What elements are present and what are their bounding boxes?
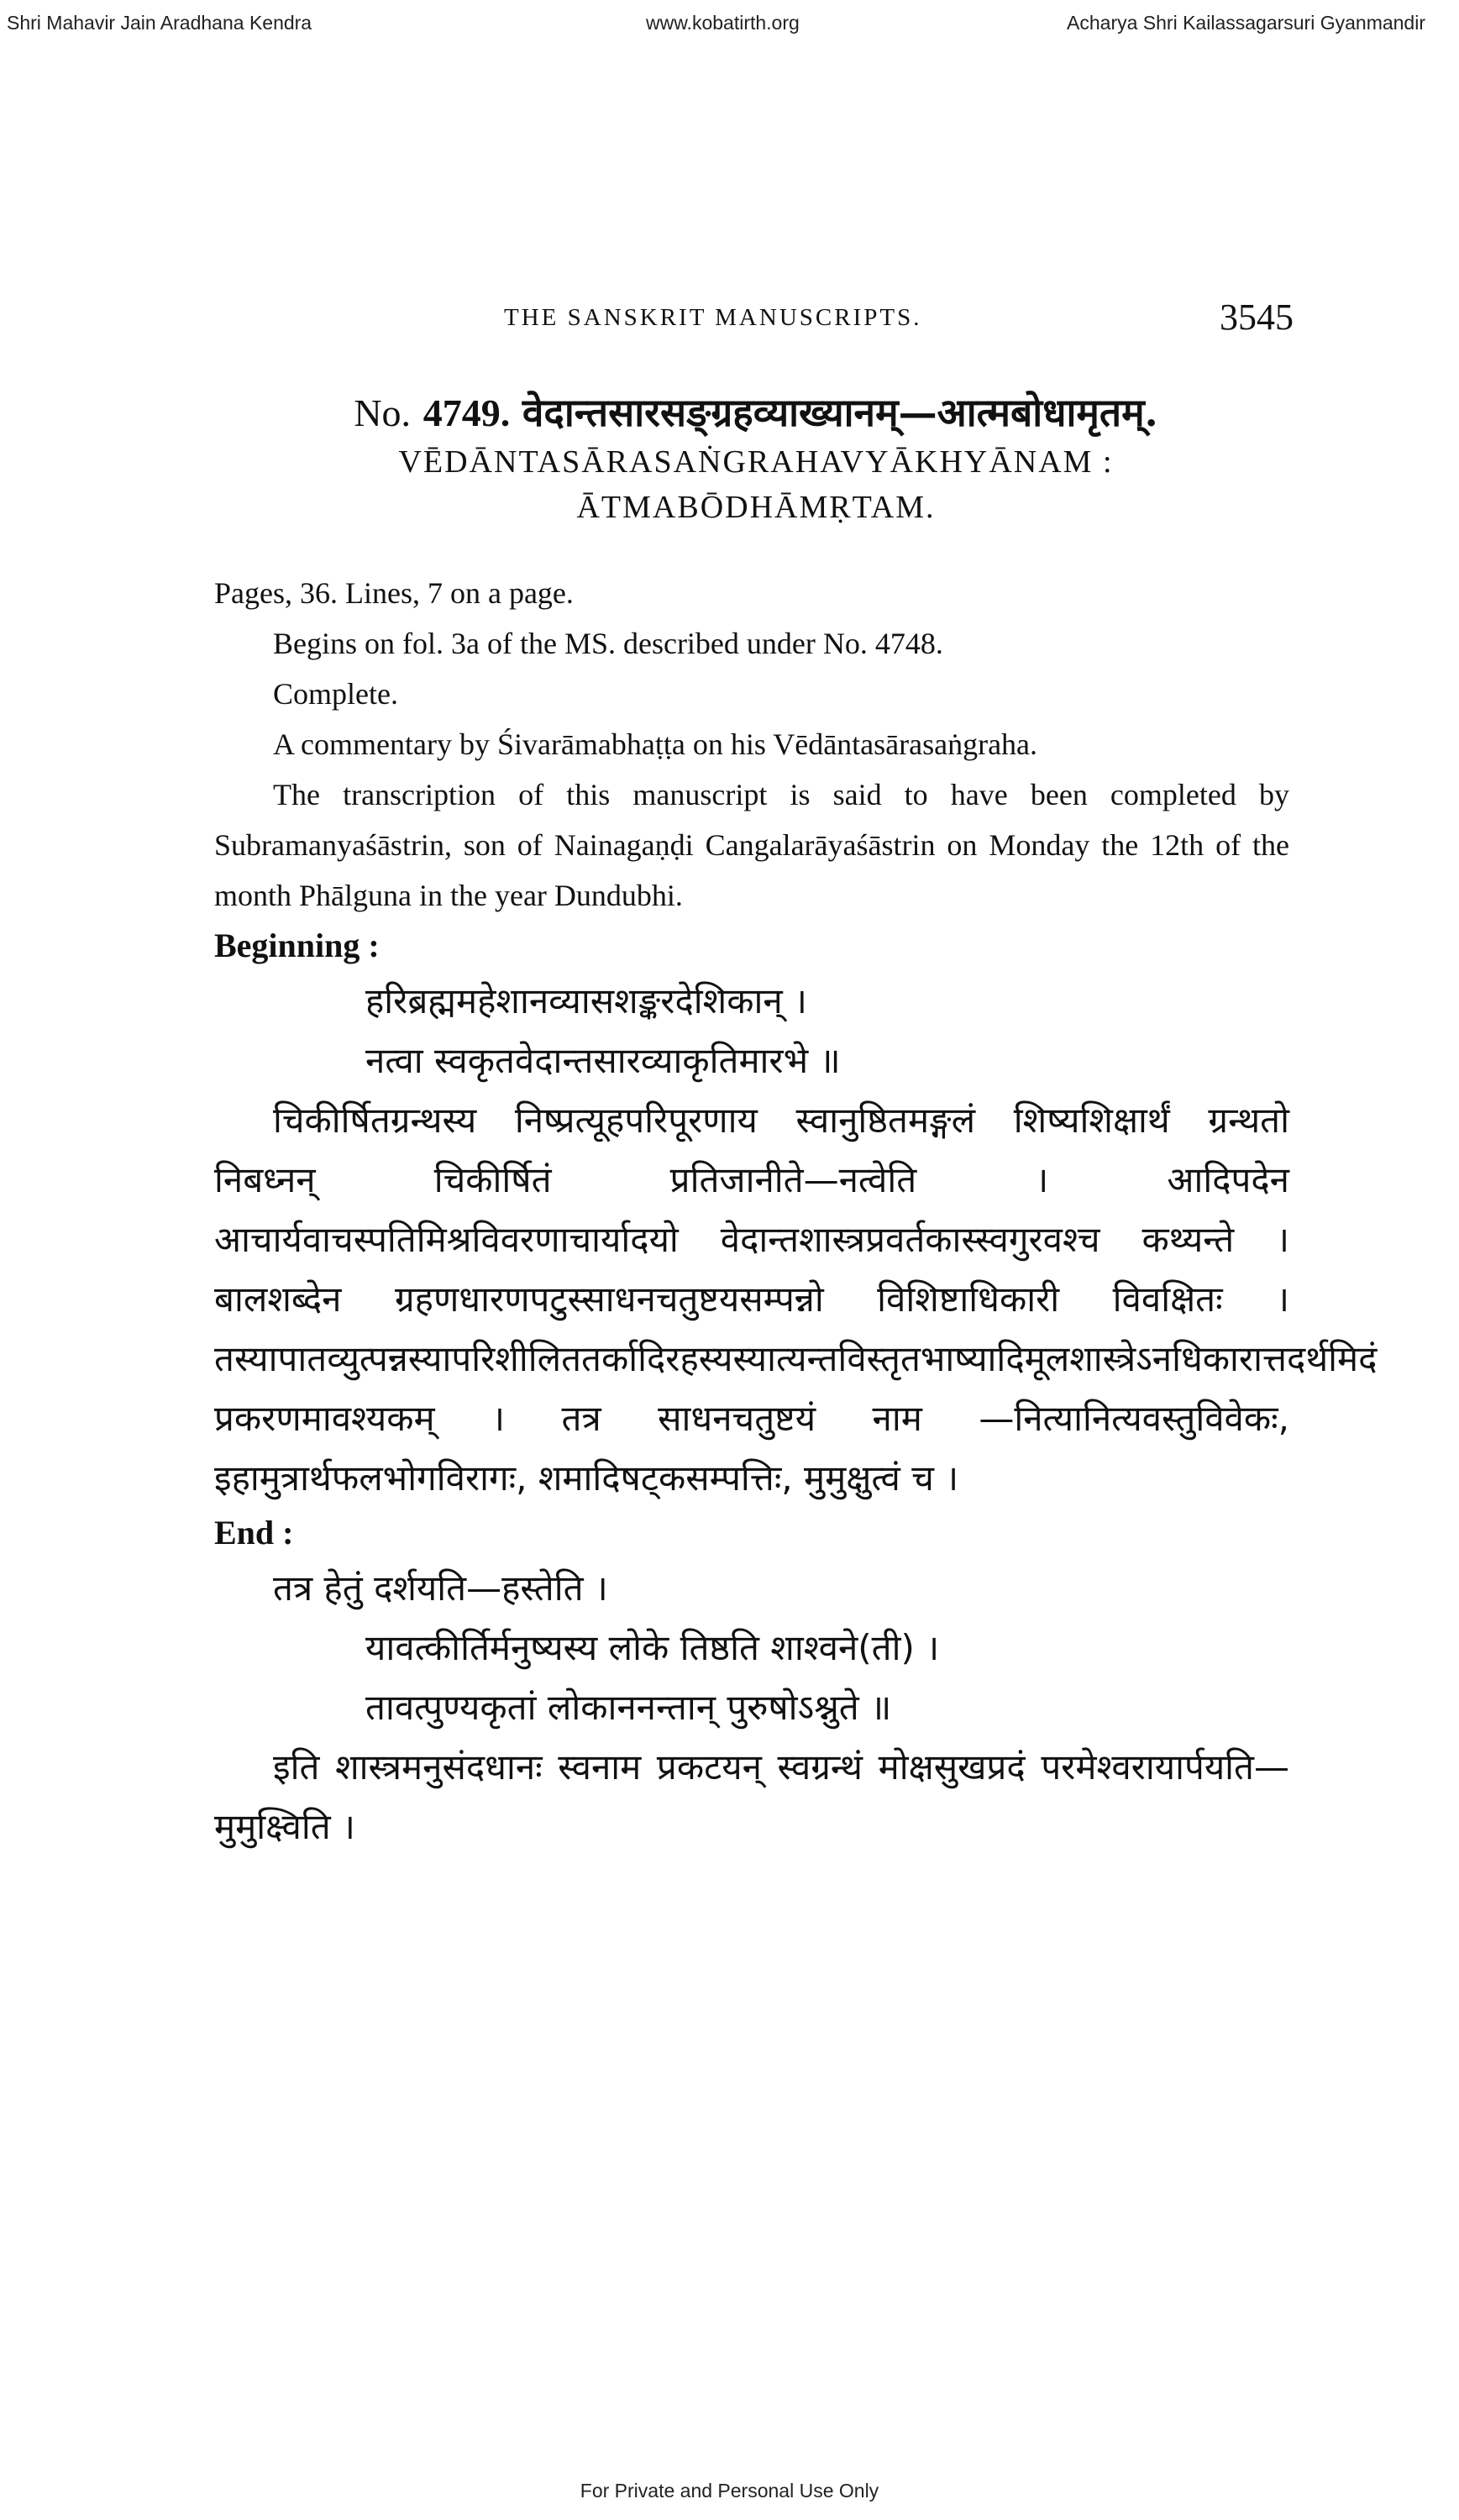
entry-transliteration-line-2: ĀTMABŌDHĀMṚTAM. xyxy=(576,490,936,525)
transcription-info: The transcription of this manuscript is said to have been completed by Subramanyaśāstrin, son of Nainagaṇḍi Cangalarāyaśāstrin on Monday the 12th of the month Phālguna in the year Dundubhi. xyxy=(214,778,1289,912)
entry-number: 4749. xyxy=(422,391,511,434)
running-head xyxy=(504,296,1294,338)
running-head-title: THE SANSKRIT MANUSCRIPTS. xyxy=(504,304,922,331)
entry-body xyxy=(214,568,1378,1856)
header-left-text: Shri Mahavir Jain Aradhana Kendra xyxy=(7,12,312,34)
header-right-text: Acharya Shri Kailassagarsuri Gyanmandir xyxy=(1067,12,1425,34)
end-verse-line-2: तावत्पुण्यकृतां लोकाननन्तान् पुरुषोऽश्नुते ॥ xyxy=(365,1687,892,1728)
begins-info: Begins on fol. 3a of the MS. described under No. 4748. xyxy=(273,627,943,660)
complete-info: Complete. xyxy=(273,677,398,711)
footer-notice: For Private and Personal Use Only xyxy=(580,2480,879,2502)
site-header-bar xyxy=(0,12,1459,45)
entry-sanskrit-title: वेदान्तसारसङ्ग्रहव्याख्यानम्—आत्मबोधामृतम्. xyxy=(522,390,1158,435)
end-prose: इति शास्त्रमनुसंदधानः स्वनाम प्रकटयन् स्वग्रन्थं मोक्षसुखप्रदं परमेश्वरायार्पयति—मुमुक्ष्विति । xyxy=(214,1746,1289,1847)
beginning-verse-line-2: नत्वा स्वकृतवेदान्तसारव्याकृतिमारभे ॥ xyxy=(365,1040,841,1081)
commentary-info: A commentary by Śivarāmabhaṭṭa on his Vēdāntasārasaṅgraha. xyxy=(273,727,1038,761)
entry-title-line xyxy=(210,386,1302,439)
entry-no-label: No. xyxy=(354,391,412,434)
entry-heading xyxy=(210,386,1302,530)
end-line-1: तत्र हेतुं दर्शयति—हस्तेति । xyxy=(273,1567,608,1609)
end-heading: End : xyxy=(214,1514,294,1551)
end-verse-line-1: यावत्कीर्तिर्मनुष्यस्य लोके तिष्ठति शाश्वने(ती) । xyxy=(365,1627,940,1668)
beginning-prose: चिकीर्षितग्रन्थस्य निष्प्रत्यूहपरिपूरणाय स्वानुष्ठितमङ्गलं शिष्यशिक्षार्थं ग्रन्थतो निबध्नन् चिकीर्षितं प्रतिजानीते—नत्वेति । आदिपदेन आचार्यवाचस्पतिमिश्रविवरणाचार्यादयो वेदान्तशास्त्रप्रवर्तकास्स्वगुरवश्च कथ्यन्ते । बालशब्देन ग्रहणधारणपटुस्साधनचतुष्टयसम्पन्नो विशिष्टाधिकारी विवक्षितः । तस्यापातव्युत्पन्नस्यापरिशीलिततर्कादिरहस्यस्यात्यन्तविस्तृतभाष्यादिमूलशास्त्रेऽनधिकारात्तदर्थमिदं प्रकरणमावश्यकम् । तत्र साधनचतुष्टयं नाम —नित्यानित्यवस्तुविवेकः, इहामुत्रार्थफलभोगविरागः, शमादिषट्कसम्पत्तिः, मुमुक्षुत्वं च । xyxy=(214,1100,1378,1499)
header-center-url: www.kobatirth.org xyxy=(646,12,800,34)
entry-transliteration-line-1: VĒDĀNTASĀRASAṄGRAHAVYĀKHYĀNAM : xyxy=(398,444,1114,480)
beginning-verse-line-1: हरिब्रह्ममहेशानव्यासशङ्करदेशिकान् । xyxy=(365,980,807,1021)
beginning-heading: Beginning : xyxy=(214,927,380,964)
page-number: 3545 xyxy=(1220,297,1294,338)
pages-lines-info: Pages, 36. Lines, 7 on a page. xyxy=(214,576,574,610)
